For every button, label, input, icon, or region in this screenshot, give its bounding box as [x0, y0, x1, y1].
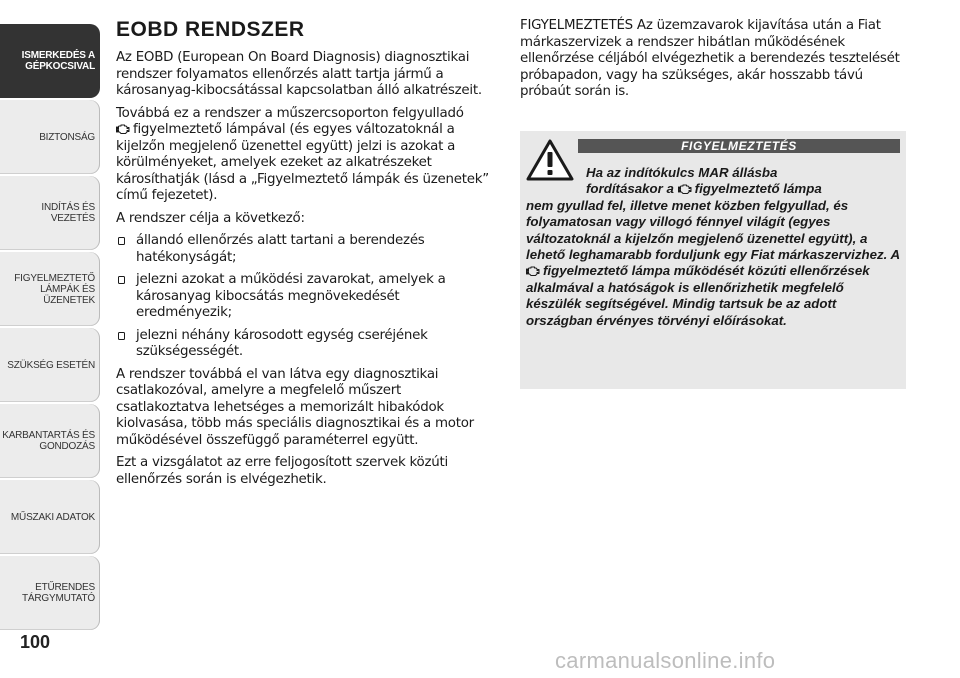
paragraph: A rendszer továbbá el van látva egy diagnosztikai csatlakozóval, amelyre a megfelelő műszert csatlakoztatva lehetséges a memorizált hibakódok kiolvasása, több más speciális diagnosztikai és a motor működésével összefüggő paraméterrel együtt. — [116, 366, 474, 448]
list-item-text: jelezni néhány károsodott egység cseréjének szükségességét. — [136, 327, 428, 359]
paragraph-text: Továbbá ez a rendszer a műszercsoporton felgyulladó — [116, 105, 464, 121]
paragraph — [116, 106, 498, 205]
main-column — [116, 18, 498, 494]
warning-line: Ha az indítókulcs MAR állásba — [586, 165, 778, 180]
paragraph-continuation — [116, 122, 498, 205]
bullet-square-icon — [118, 276, 125, 284]
tab-label-line: BIZTONSÁG — [39, 131, 95, 143]
tab-label-line: ETŰRENDES — [35, 582, 95, 593]
warning-header: FIGYELMEZTETÉS — [578, 139, 900, 153]
list-item — [116, 233, 498, 266]
page-number: 100 — [20, 632, 51, 652]
chapter-tabs — [0, 0, 100, 678]
tab-label-line: LÁMPÁK ÉS — [40, 283, 95, 295]
tab-label-line: GONDOZÁS — [39, 441, 95, 452]
tab-label-line: SZÜKSÉG ESETÉN — [7, 359, 95, 371]
list-item-text: állandó ellenőrzés alatt tartani a berendezés hatékonyságát; — [136, 233, 425, 265]
tab-label-line: GÉPKOCSIVAL — [25, 61, 95, 72]
tab-label-line: MŰSZAKI ADATOK — [10, 511, 95, 523]
list-item-text: jelezni azokat a működési zavarokat, amelyek a károsanyag kibocsátás megnövekedését eredményezik; — [136, 272, 446, 320]
section-title: EOBD RENDSZER — [116, 18, 305, 41]
engine-warning-icon — [678, 183, 692, 194]
warning-box — [520, 131, 906, 389]
warning-text — [526, 165, 902, 329]
paragraph: A rendszer célja a következő: — [116, 210, 305, 226]
tab-targymutato[interactable] — [0, 556, 100, 630]
tab-label-line: ISMERKEDÉS A — [21, 50, 95, 61]
engine-warning-icon — [526, 265, 540, 276]
watermark: carmanualsonline.info — [555, 648, 776, 673]
paragraph: FIGYELMEZTETÉS Az üzemzavarok kijavítása után a Fiat márkaszervizek a rendszer hibátlan működésének ellenőrzése céljából elvégezhetik a berendezés tesztelését próbapadon, vagy ha szükséges, akár hosszabb távú próbaút során is. — [520, 18, 900, 99]
warning-body: nem gyullad fel, illetve menet közben felgyullad, és folyamatosan vagy villogó fénnyel világít (egyes változatoknál a kijelzőn megjelenő üzenettel együtt), a lehető leghamarabb forduljunk egy Fiat márkaszervizhez. A — [526, 197, 901, 263]
list-item — [116, 272, 498, 322]
paragraph: Ezt a vizsgálatot az erre feljogosított szervek közúti ellenőrzés során is elvégezhetik. — [116, 455, 448, 487]
tab-biztonsag[interactable] — [0, 100, 100, 174]
list-item — [116, 328, 498, 361]
tab-karbantartas[interactable] — [0, 404, 100, 478]
tab-szukseg[interactable] — [0, 328, 100, 402]
tab-label-line: KARBANTARTÁS ÉS — [2, 430, 95, 441]
bullet-square-icon — [118, 332, 125, 340]
tab-label-line: FIGYELMEZTETŐ — [14, 272, 95, 284]
tab-ismerkedes[interactable] — [0, 24, 100, 98]
warning-line-text: figyelmeztető lámpa — [694, 181, 822, 197]
bullet-list — [116, 233, 498, 361]
warning-line-text: fordításakor a — [586, 181, 674, 197]
paragraph: Az EOBD (European On Board Diagnosis) diagnosztikai rendszer folyamatos ellenőrzés alatt tartja jármű a károsanyag-kibocsátással kapcsolatban álló alkatrészeit. — [116, 50, 482, 98]
warning-body-text: figyelmeztető lámpa működését közúti ellenőrzések alkalmával a hatóságok is ellenőrizhetik megfelelő készülék segítségével. Mindig tartsuk be az adott országban érvényes törvényi előírásokat. — [526, 263, 870, 328]
engine-warning-icon — [116, 123, 130, 134]
tab-muszaki[interactable] — [0, 480, 100, 554]
tab-label-line: INDÍTÁS ÉS VEZETÉS — [41, 202, 95, 224]
paragraph-text: figyelmeztető lámpával (és egyes változatoknál a kijelzőn megjelenő üzenettel együtt) jelzi is azokat a körülményeket, amelyek ezeket az alkatrészeket károsíthatják (lásd a „Figyelmeztető lámpák és üzenetek” című fejezetet). — [116, 122, 489, 203]
bullet-square-icon — [118, 237, 125, 245]
tab-label-line: TÁRGYMUTATÓ — [22, 593, 95, 604]
tab-inditas[interactable] — [0, 176, 100, 250]
tab-figyelmezteto[interactable] — [0, 252, 100, 326]
warning-line — [526, 181, 902, 197]
warning-body-continuation — [526, 263, 902, 329]
side-column — [520, 18, 910, 101]
tab-label-line: ÜZENETEK — [43, 294, 95, 306]
